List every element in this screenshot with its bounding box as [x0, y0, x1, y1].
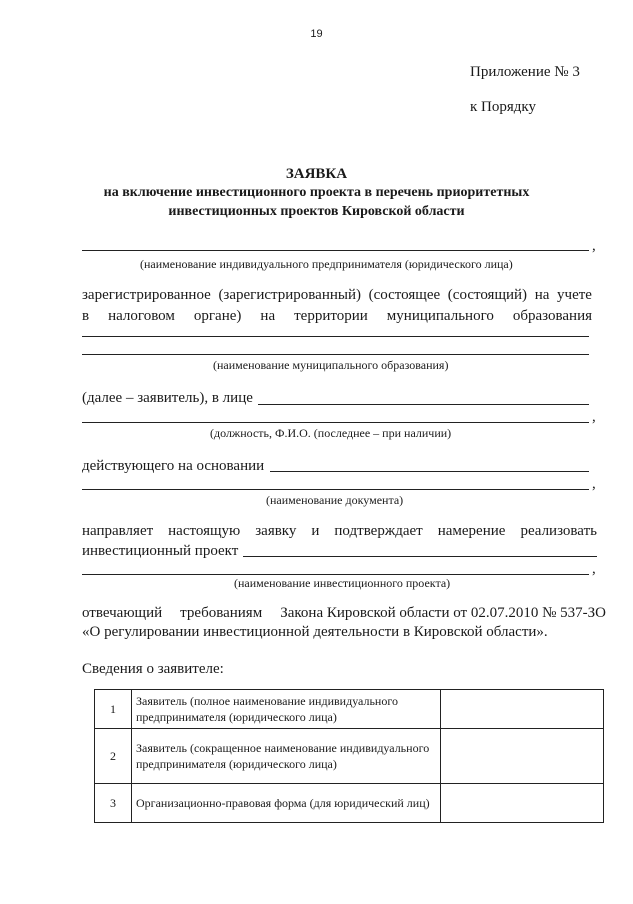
table-row — [95, 690, 604, 729]
municipality-line-2[interactable] — [82, 354, 589, 355]
document-line-1[interactable] — [270, 471, 589, 472]
word: подтверждает — [334, 523, 423, 539]
table-row — [95, 784, 604, 823]
document-caption: (наименование документа) — [266, 493, 404, 507]
row-number: 2 — [95, 729, 132, 784]
law-name: «О регулировании инвестиционной деятельности в Кировской области». — [82, 624, 548, 640]
registered-text-line — [82, 287, 592, 304]
municipality-caption: (наименование муниципального образования) — [213, 358, 449, 372]
row-description: Заявитель (сокращенное наименование индивидуального предпринимателя (юридического лица) — [132, 729, 441, 784]
appendix-order-label: к Порядку — [470, 99, 536, 115]
word: образования — [512, 308, 592, 324]
table-row — [95, 729, 604, 784]
row-value-cell[interactable] — [441, 784, 604, 823]
appendix-label: Приложение № 3 — [470, 64, 580, 80]
represented-label: (далее – заявитель), в лице — [82, 390, 253, 406]
row-description: Заявитель (полное наименование индивидуального предпринимателя (юридического лица) — [132, 690, 441, 729]
comma: , — [592, 561, 596, 577]
word: (состоящий) — [447, 287, 528, 303]
page-number: 19 — [310, 28, 323, 40]
comma: , — [592, 238, 596, 254]
meets-requirements-line — [82, 605, 606, 622]
word: реализовать — [520, 523, 597, 539]
word: (состоящее — [368, 287, 441, 303]
word: заявку — [255, 523, 297, 539]
project-line-1[interactable] — [243, 556, 597, 557]
word: зарегистрированное — [82, 287, 211, 303]
word: учете — [557, 287, 592, 303]
tax-authority-text-line — [82, 308, 592, 325]
word: муниципального — [386, 308, 494, 324]
word: органе) — [193, 308, 242, 324]
word: Закона Кировской области от 02.07.2010 № 537-ЗО — [280, 605, 606, 621]
word: территории — [294, 308, 368, 324]
word: намерение — [437, 523, 506, 539]
word: направляет — [82, 523, 154, 539]
project-label: инвестиционный проект — [82, 543, 239, 559]
applicant-name-caption: (наименование индивидуального предпринимателя (юридического лица) — [140, 257, 513, 271]
row-value-cell[interactable] — [441, 729, 604, 784]
document-title: ЗАЯВКА — [285, 166, 348, 182]
word: на — [534, 287, 550, 303]
row-value-cell[interactable] — [441, 690, 604, 729]
position-caption: (должность, Ф.И.О. (последнее – при наличии) — [210, 426, 452, 440]
word: требованиям — [180, 605, 263, 621]
row-number: 3 — [95, 784, 132, 823]
document-subtitle-line2: инвестиционных проектов Кировской области — [168, 204, 465, 219]
comma: , — [592, 476, 596, 492]
document-line-2[interactable] — [82, 489, 589, 490]
word: и — [311, 523, 320, 539]
word: настоящую — [168, 523, 241, 539]
document-subtitle-line1: на включение инвестиционного проекта в перечень приоритетных — [103, 185, 530, 200]
project-caption: (наименование инвестиционного проекта) — [234, 576, 451, 590]
word: на — [260, 308, 276, 324]
row-number: 1 — [95, 690, 132, 729]
word: в — [82, 308, 90, 324]
applicant-name-line[interactable] — [82, 250, 589, 251]
word: (зарегистрированный) — [218, 287, 361, 303]
applicant-info-table — [94, 689, 604, 823]
municipality-line-1[interactable] — [82, 336, 589, 337]
project-line-2[interactable] — [82, 574, 589, 575]
representative-line-1[interactable] — [258, 404, 589, 405]
applicant-info-heading: Сведения о заявителе: — [82, 661, 224, 677]
directs-text-line — [82, 523, 597, 540]
acting-basis-label: действующего на основании — [82, 458, 265, 474]
representative-line-2[interactable] — [82, 422, 589, 423]
comma: , — [592, 409, 596, 425]
row-description: Организационно-правовая форма (для юридический лиц) — [132, 784, 441, 823]
word: налоговом — [108, 308, 175, 324]
word: отвечающий — [82, 605, 163, 621]
